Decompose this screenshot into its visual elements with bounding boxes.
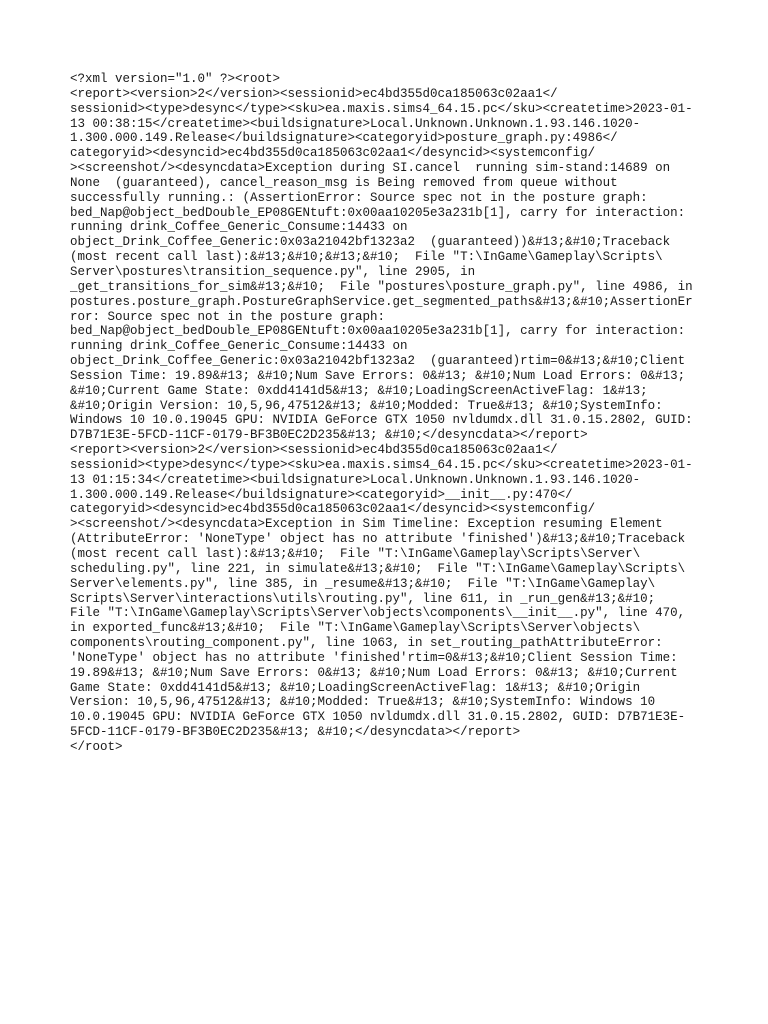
document-line: Server\elements.py", line 385, in _resume&#13;&#10; File "T:\InGame\Gameplay\ — [70, 576, 656, 591]
document-text-block — [70, 72, 702, 755]
document-line: Scripts\Server\interactions\utils\routing.py", line 611, in _run_gen&#13;&#10; — [70, 591, 656, 606]
document-line: ror: Source spec not in the posture graph: — [70, 309, 386, 324]
document-line: <?xml version="1.0" ?><root> — [70, 72, 281, 86]
document-line: Server\postures\transition_sequence.py", line 2905, in — [70, 264, 476, 279]
document-line: _get_transitions_for_sim&#13;&#10; File "postures\posture_graph.py", line 4986, in — [70, 279, 693, 294]
document-line: Game State: 0xdd4141d5&#13; &#10;LoadingScreenActiveFlag: 1&#13; &#10;Origin — [70, 680, 641, 695]
document-line: object_Drink_Coffee_Generic:0x03a21042bf1323a2 (guaranteed)rtim=0&#13;&#10;Client — [70, 354, 686, 369]
document-line: in exported_func&#13;&#10; File "T:\InGame\Gameplay\Scripts\Server\objects\ — [70, 621, 641, 636]
document-line: 5FCD-11CF-0179-BF3B0EC2D235&#13; &#10;</desyncdata></report> — [70, 725, 521, 740]
document-line: successfully running.: (AssertionError: Source spec not in the posture graph: — [70, 190, 648, 205]
document-line: (AttributeError: 'NoneType' object has no attribute 'finished')&#13;&#10;Traceback — [70, 532, 686, 547]
document-line: running drink_Coffee_Generic_Consume:14433 on — [70, 339, 408, 354]
document-page — [70, 72, 702, 755]
document-line: <report><version>2</version><sessionid>ec4bd355d0ca185063c02aa1</ — [70, 86, 558, 101]
document-line: (most recent call last):&#13;&#10;&#13;&#10; File "T:\InGame\Gameplay\Scripts\ — [70, 250, 663, 265]
document-line: Windows 10 10.0.19045 GPU: NVIDIA GeForce GTX 1050 nvldumdx.dll 31.0.15.2802, GUID: — [70, 413, 693, 428]
document-line: 10.0.19045 GPU: NVIDIA GeForce GTX 1050 nvldumdx.dll 31.0.15.2802, GUID: D7B71E3E- — [70, 710, 686, 725]
document-line: ><screenshot/><desyncdata>Exception in Sim Timeline: Exception resuming Element — [70, 517, 663, 532]
document-line: Version: 10,5,96,47512&#13; &#10;Modded: True&#13; &#10;SystemInfo: Windows 10 — [70, 695, 656, 710]
document-line: 13 01:15:34</createtime><buildsignature>Local.Unknown.Unknown.1.93.146.1020- — [70, 472, 641, 487]
document-line: None (guaranteed), cancel_reason_msg is Being removed from queue without — [70, 175, 618, 190]
document-line: D7B71E3E-5FCD-11CF-0179-BF3B0EC2D235&#13; &#10;</desyncdata></report> — [70, 428, 588, 443]
document-line: sessionid><type>desync</type><sku>ea.maxis.sims4_64.15.pc</sku><createtime>2023-01- — [70, 457, 693, 472]
document-line: 'NoneType' object has no attribute 'finished'rtim=0&#13;&#10;Client Session Time: — [70, 650, 678, 665]
document-line: 1.300.000.149.Release</buildsignature><categoryid>__init__.py:470</ — [70, 487, 573, 502]
document-line: object_Drink_Coffee_Generic:0x03a21042bf1323a2 (guaranteed))&#13;&#10;Traceback — [70, 235, 671, 250]
document-line: <report><version>2</version><sessionid>ec4bd355d0ca185063c02aa1</ — [70, 443, 558, 458]
document-line: &#10;Origin Version: 10,5,96,47512&#13; &#10;Modded: True&#13; &#10;SystemInfo: — [70, 398, 663, 413]
document-line: running drink_Coffee_Generic_Consume:14433 on — [70, 220, 408, 235]
document-line: 1.300.000.149.Release</buildsignature><categoryid>posture_graph.py:4986</ — [70, 131, 618, 146]
document-line: bed_Nap@object_bedDouble_EP08GENtuft:0x00aa10205e3a231b[1], carry for interaction: — [70, 205, 686, 220]
document-line: categoryid><desyncid>ec4bd355d0ca185063c02aa1</desyncid><systemconfig/ — [70, 502, 596, 517]
document-line: sessionid><type>desync</type><sku>ea.maxis.sims4_64.15.pc</sku><createtime>2023-01- — [70, 101, 693, 116]
document-line: postures.posture_graph.PostureGraphService.get_segmented_paths&#13;&#10;AssertionEr — [70, 294, 693, 309]
document-line: bed_Nap@object_bedDouble_EP08GENtuft:0x00aa10205e3a231b[1], carry for interaction: — [70, 324, 686, 339]
document-line: </root> — [70, 739, 123, 754]
document-line: (most recent call last):&#13;&#10; File "T:\InGame\Gameplay\Scripts\Server\ — [70, 547, 641, 561]
document-line: scheduling.py", line 221, in simulate&#13;&#10; File "T:\InGame\Gameplay\Scripts\ — [70, 561, 686, 576]
document-line: File "T:\InGame\Gameplay\Scripts\Server\objects\components\__init__.py", line 470, — [70, 606, 686, 621]
document-line: components\routing_component.py", line 1063, in set_routing_pathAttributeError: — [70, 636, 663, 651]
document-line: 19.89&#13; &#10;Num Save Errors: 0&#13; &#10;Num Load Errors: 0&#13; &#10;Current — [70, 665, 678, 680]
document-line: categoryid><desyncid>ec4bd355d0ca185063c02aa1</desyncid><systemconfig/ — [70, 146, 596, 161]
document-line: &#10;Current Game State: 0xdd4141d5&#13; &#10;LoadingScreenActiveFlag: 1&#13; — [70, 383, 648, 398]
document-line: Session Time: 19.89&#13; &#10;Num Save Errors: 0&#13; &#10;Num Load Errors: 0&#13; — [70, 368, 686, 383]
document-line: ><screenshot/><desyncdata>Exception during SI.cancel running sim-stand:14689 on — [70, 161, 671, 176]
document-line: 13 00:38:15</createtime><buildsignature>Local.Unknown.Unknown.1.93.146.1020- — [70, 116, 641, 131]
